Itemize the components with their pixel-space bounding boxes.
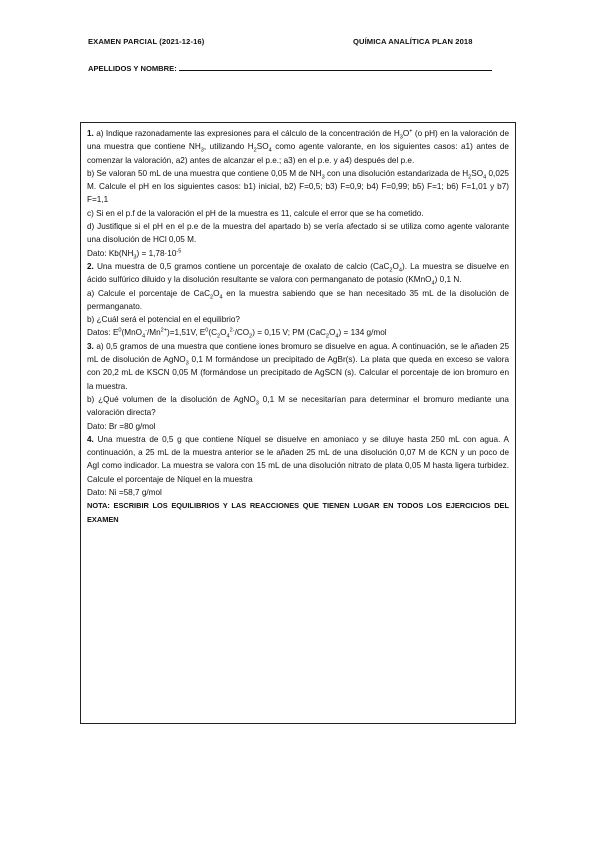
q2-intro: 2. Una muestra de 0,5 gramos contiene un porcentaje de oxalato de calcio $(CaC_2O_4)$. La muestra se disuelve en ácido sulfúrico diluido y la disolución resultante se valora con permanganato de potasio (KMnO$_4$) 0,1 N. [87, 261, 509, 287]
q3-part-b: b) ¿Qué volumen de la disolución de AgNO$_3$ 0,1 M se necesitarían para determinar el bromuro mediante una valoración directa? [87, 394, 509, 418]
name-field-line[interactable] [179, 63, 492, 71]
q3-dato: Dato: Br =80 g/mol [87, 421, 156, 431]
q1-part-a: 1. a) Indique razonadamente las expresiones para el cálculo de la concentración de $H_3O^+$ (o pH) en la valoración de una muestra que contiene $NH_3$, utilizando $H_2SO_4$ como agente valorante, en los siguientes casos: a1) antes de comenzar la valoración, a2) antes de alcanzar el p.e.; a3) en el p.e. y a4) después del p.e. [87, 128, 510, 165]
q1-part-c: c) Si en el p.f de la valoración el pH de la muestra es 11, calcule el error que se ha cometido. [87, 208, 424, 218]
q3-part-a: 3. a) 0,5 gramos de una muestra que contiene iones bromuro se disuelve en agua. A continuación, se le añaden 25 mL de disolución de AgNO$_3$ 0,1 M formándose un precipitado de AgBr(s). La plata que queda en exceso se valora con 20,2 mL de KSCN 0,05 M (formándose un precipitado de AgSCN (s). Calcular el porcentaje de ion bromuro en la muestra. [87, 341, 510, 391]
name-label: APELLIDOS Y NOMBRE: [88, 64, 177, 73]
questions-box [80, 122, 516, 724]
q2-number: 2. [87, 261, 94, 271]
q4-dato: Dato: Ni =58,7 g/mol [87, 488, 162, 498]
q1-part-d: d) Justifique si el pH en el p.e de la muestra del apartado b) se vería afectado si se utiliza como agente valorante una disolución de HCl 0,05 M. [87, 222, 509, 245]
q2-datos: Datos: $E^0(MnO_4^-/Mn^{2+})=1,51V$, $E^0(C_2O_4^{2-}/CO_2) = 0,15$ V; PM $(CaC_2O_4) = 134$ g/mol [87, 327, 387, 341]
q1-part-b: b) Se valoran 50 mL de una muestra que contiene 0,05 M de $NH_3$ con una disolución estandarizada de $H_2SO_4$ 0,025 M. Calcule el pH en los siguientes casos: b1) inicial, b2) F=0,5; b3) F=0,9; b4) F=0,99; b5) F=1; b6) F=1,01 y b7) F=1,1 [87, 168, 509, 205]
course-title: QUÍMICA ANALÍTICA PLAN 2018 [353, 37, 473, 46]
name-row [88, 63, 492, 73]
q1-number: 1. [87, 129, 94, 138]
q4-text: 4. Una muestra de 0,5 g que contiene Níquel se disuelve en amoniaco y se diluye hasta 250 mL con agua. A continuación, a 25 mL de la muestra anterior se le añaden 25 mL de una disolución 0,07 M de KCN y un poco de AgI como indicador. La muestra se valora con 15 mL de una disolución nitrato de plata 0,05 M hasta ligera turbidez. Calcule el porcentaje de Níquel en la muestra [87, 434, 509, 484]
q4-number: 4. [87, 434, 94, 444]
q3-number: 3. [87, 341, 94, 351]
q2-part-a: a) Calcule el porcentaje de $CaC_2O_4$ en la muestra sabiendo que se han necesitado 35 mL de la disolución de permanganato. [87, 288, 509, 311]
q1-dato: Dato: $Kb(NH_3) = 1,78\cdot 10^{-5}$ [87, 247, 182, 261]
q2-part-b: b) ¿Cuál será el potencial en el equilibrio? [87, 315, 240, 325]
exam-title: EXAMEN PARCIAL (2021-12-16) [88, 37, 205, 46]
exam-note: NOTA: ESCRIBIR LOS EQUILIBRIOS Y LAS REACCIONES QUE TIENEN LUGAR EN TODOS LOS EJERCICIOS DEL EXAMEN [87, 501, 509, 524]
